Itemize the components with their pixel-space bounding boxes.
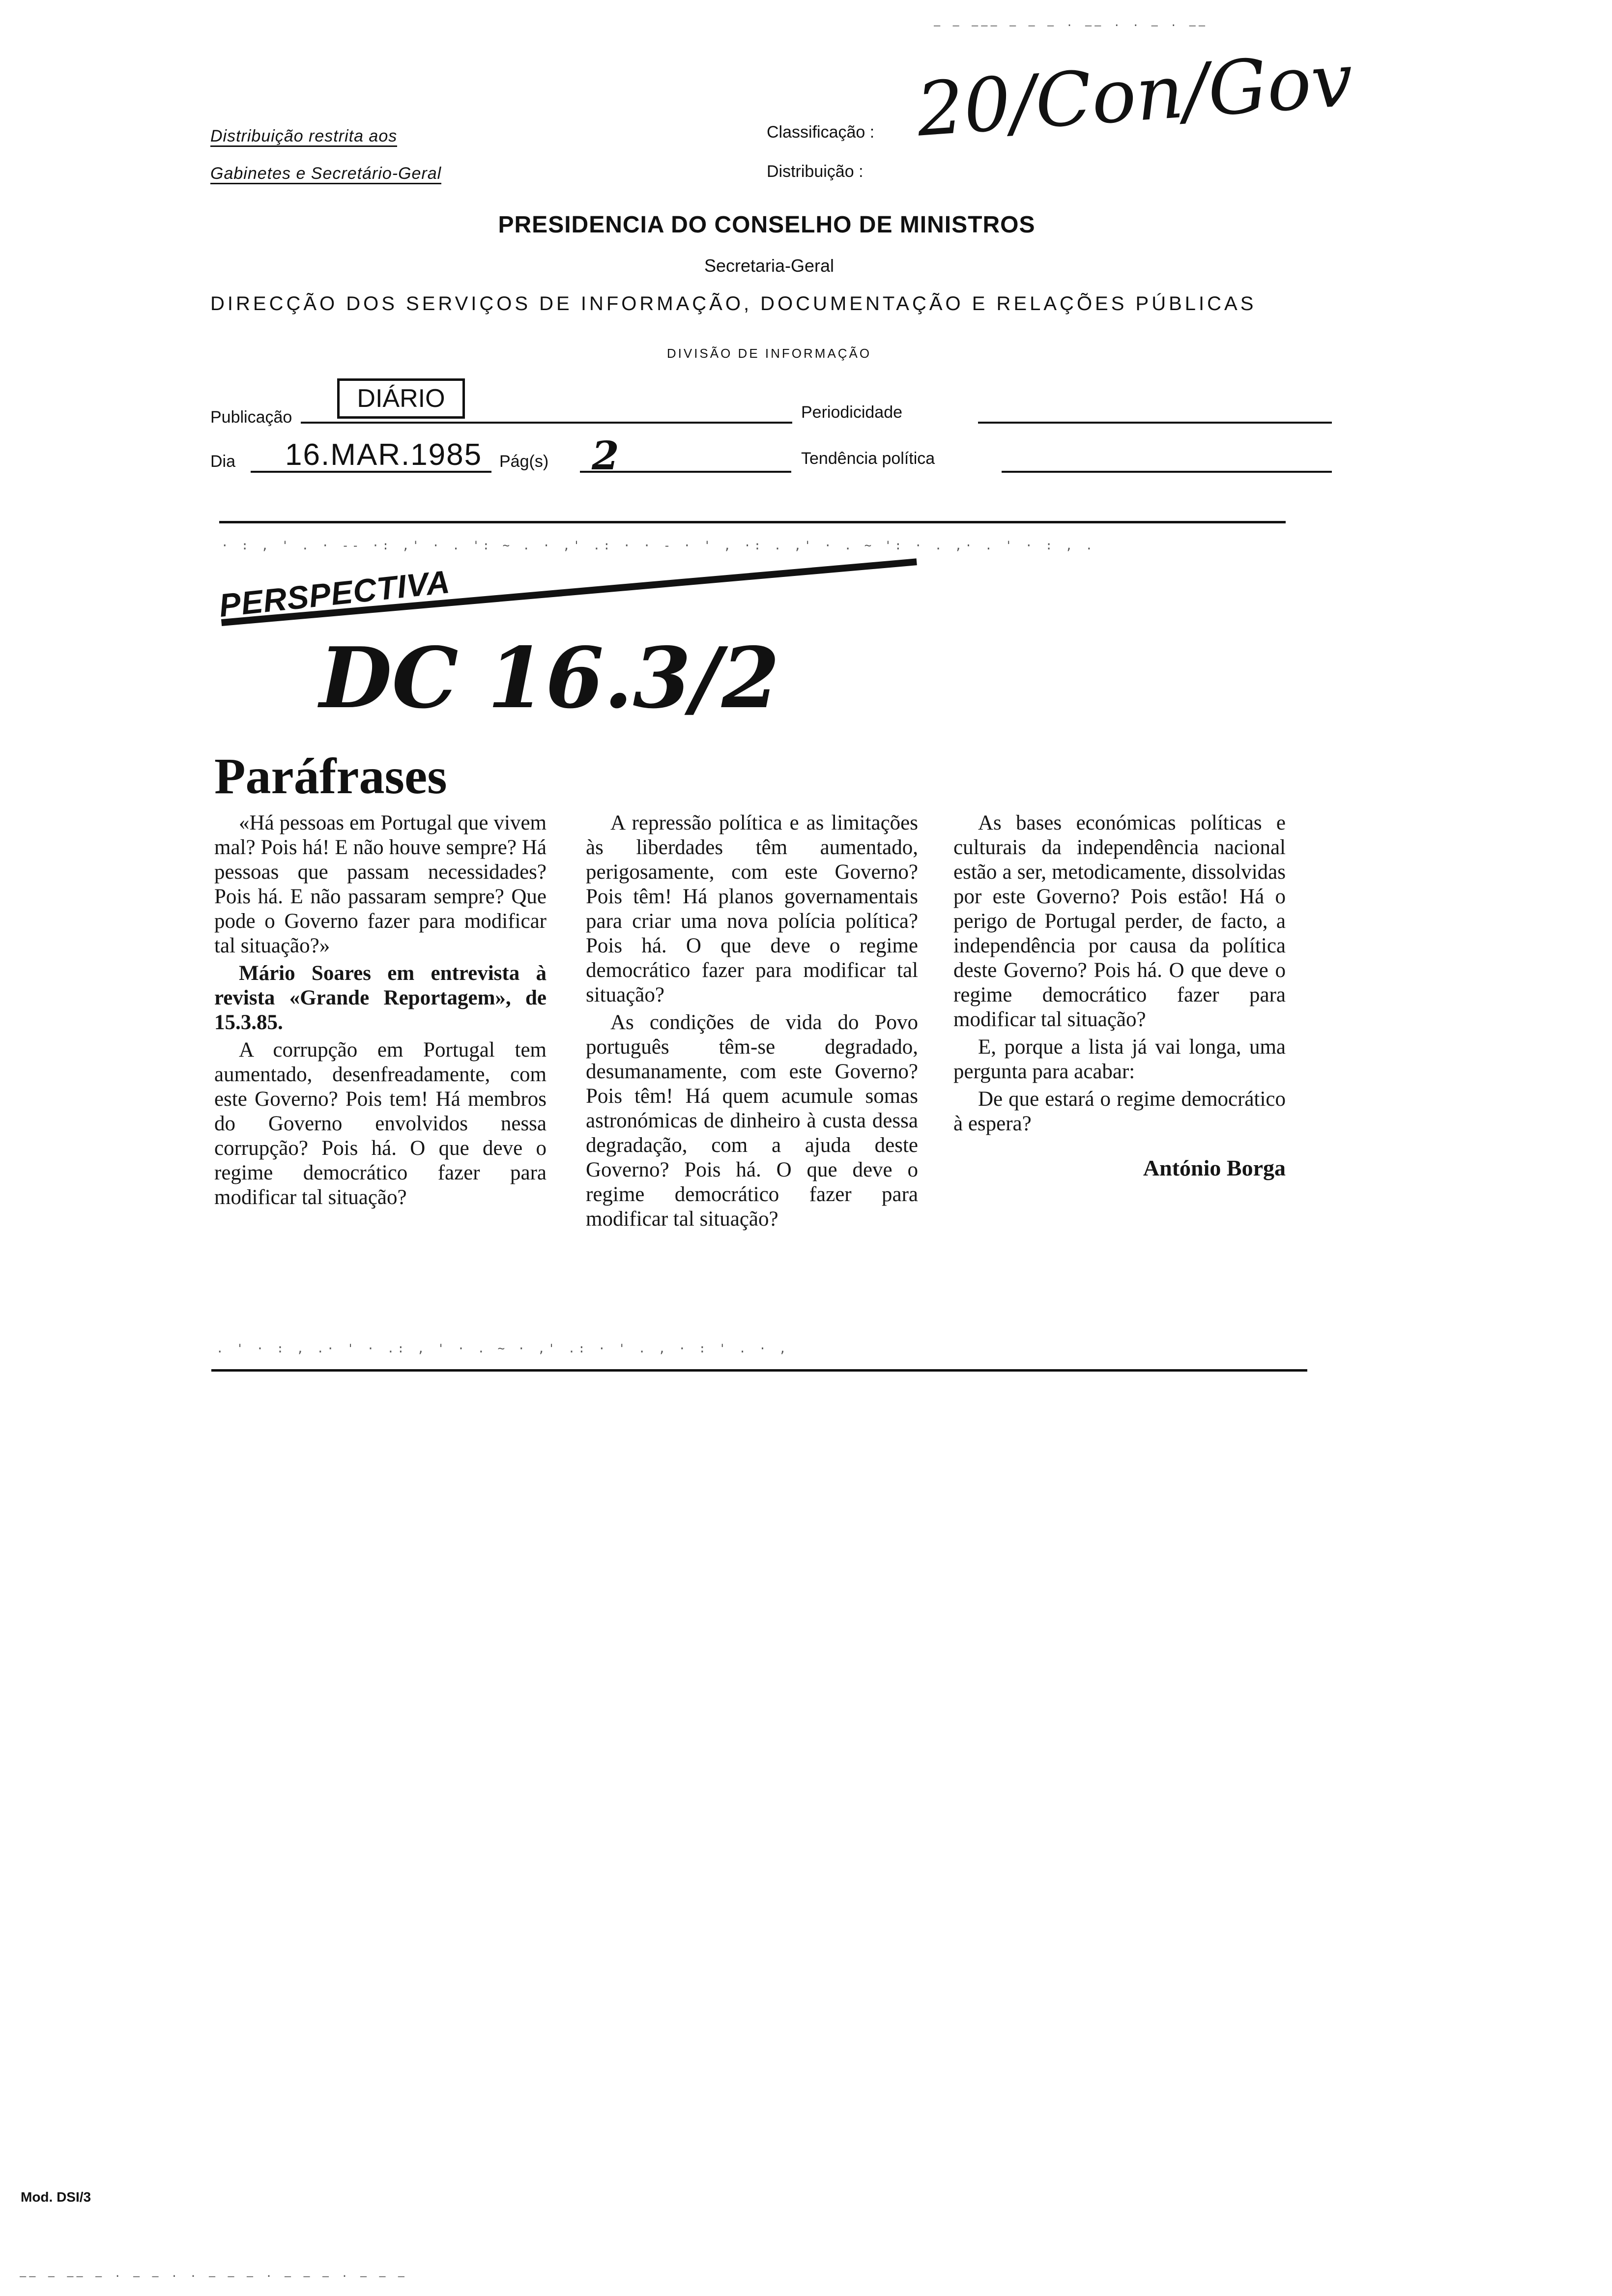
article-author: António Borga <box>1143 1155 1286 1180</box>
publicacao-underline <box>301 422 792 424</box>
tendencia-label: Tendência política <box>801 449 935 468</box>
col2-paragraph: A repressão política e as limitações às liberdades têm aumentado, perigosamente, com este Governo? Pois têm! Há planos governamentais para criar uma nova polícia política? Pois há. O que deve o regime democrático fazer para modificar tal situação? <box>586 811 918 1006</box>
clipping-bottom-rule <box>211 1369 1307 1372</box>
col1-paragraph: A corrupção em Portugal tem aumentado, desenfreadamente, com este Governo? Pois tem! Há membros do Governo envolvidos nessa corrupção? Pois há. O que deve o regime democrático fazer para modificar tal situação? <box>214 1038 547 1209</box>
col3-paragraph: As bases económicas políticas e culturais da independência nacional estão a ser, metodicamente, dissolvidas por este Governo? Pois estão! Há o perigo de Portugal perder, de facto, a independência por causa da política deste Governo? Pois há. O que deve o regime democrático fazer para modificar tal situação? <box>953 811 1286 1031</box>
header-rule <box>219 521 1286 523</box>
handwritten-classification: 20/Con/Gov <box>914 37 1356 153</box>
article-title: Paráfrases <box>214 748 447 804</box>
article-column-1 <box>214 811 547 1213</box>
ministry-title: PRESIDENCIA DO CONSELHO DE MINISTROS <box>498 212 1036 238</box>
periodicidade-underline <box>978 422 1332 424</box>
clipping <box>211 536 1312 1371</box>
scan-noise-footer: —— ‒ —— ‒ · — ‒ · · ‒ ‒ — · ‒ ‒ — · ‒ ‒ — <box>20 2270 408 2283</box>
handwritten-reference: DC 16.3/2 <box>319 629 780 727</box>
section-banner <box>217 563 919 634</box>
col3-paragraph: De que estará o regime democrático à espera? <box>953 1088 1286 1135</box>
article-column-2 <box>586 811 918 1234</box>
divisao-title: DIVISÃO DE INFORMAÇÃO <box>666 346 872 361</box>
publicacao-label: Publicação <box>210 408 292 427</box>
restricted-distribution-line1 <box>210 127 397 146</box>
publicacao-box <box>337 378 465 419</box>
direccao-title: DIRECÇÃO DOS SERVIÇOS DE INFORMAÇÃO, DOCUMENTAÇÃO E RELAÇÕES PÚBLICAS <box>210 293 1257 315</box>
scan-noise-top: · : , ' . · -- ·: ,' · . ': ~ . · ,' .: · · - · ' , ·: . ,' · . ~ ': · . ,· . ' · : , . <box>221 539 1096 552</box>
col1-paragraph: «Há pessoas em Portugal que vivem mal? Pois há! E não houve sempre? Há pessoas que passam necessidades? Pois há. E não passaram sempre? Que pode o Governo fazer para modificar tal situação?» <box>214 811 547 957</box>
article-column-3 <box>953 811 1286 1180</box>
col2-paragraph: As condições de vida do Povo português têm-se degradado, desumanamente, com este Governo? Pois têm! Há quem acumule somas astronómicas de dinheiro à custa dessa degradação, com a ajuda deste Governo? Pois há. O que deve o regime democrático fazer para modificar tal situação? <box>586 1011 918 1231</box>
restricted-distribution-line2 <box>210 164 441 183</box>
classificacao-label: Classificação : <box>767 123 875 142</box>
pags-underline <box>580 471 791 473</box>
col3-paragraph: E, porque a lista já vai longa, uma pergunta para acabar: <box>953 1035 1286 1083</box>
secretaria-title: Secretaria-Geral <box>704 256 835 276</box>
dia-value: 16.MAR.1985 <box>285 438 483 472</box>
dia-label: Dia <box>210 452 236 471</box>
restricted-line2-text: Gabinetes e Secretário-Geral <box>210 164 441 184</box>
section-title: PERSPECTIVA <box>217 563 452 624</box>
scan-noise-bottom: . ' · : , .· ' · .: , ' · . ~ · ,' .: · ' . , · : ' . · , <box>216 1342 789 1355</box>
periodicidade-label: Periodicidade <box>801 403 903 422</box>
scan-noise-topright: — — ——— ‒ ‒ — · ‒— · · ‒ · —— <box>934 20 1209 32</box>
publicacao-value: DIÁRIO <box>357 384 445 413</box>
pags-value: 2 <box>592 432 619 479</box>
dia-underline <box>251 471 491 473</box>
col1-quote-source: Mário Soares em entrevista à revista «Grande Reportagem», de 15.3.85. <box>214 962 547 1034</box>
restricted-line1-text: Distribuição restrita aos <box>210 127 397 147</box>
distribuicao-label: Distribuição : <box>767 162 864 181</box>
form-code: Mod. DSI/3 <box>21 2189 91 2205</box>
pags-label: Pág(s) <box>499 452 549 471</box>
tendencia-underline <box>1002 471 1332 473</box>
